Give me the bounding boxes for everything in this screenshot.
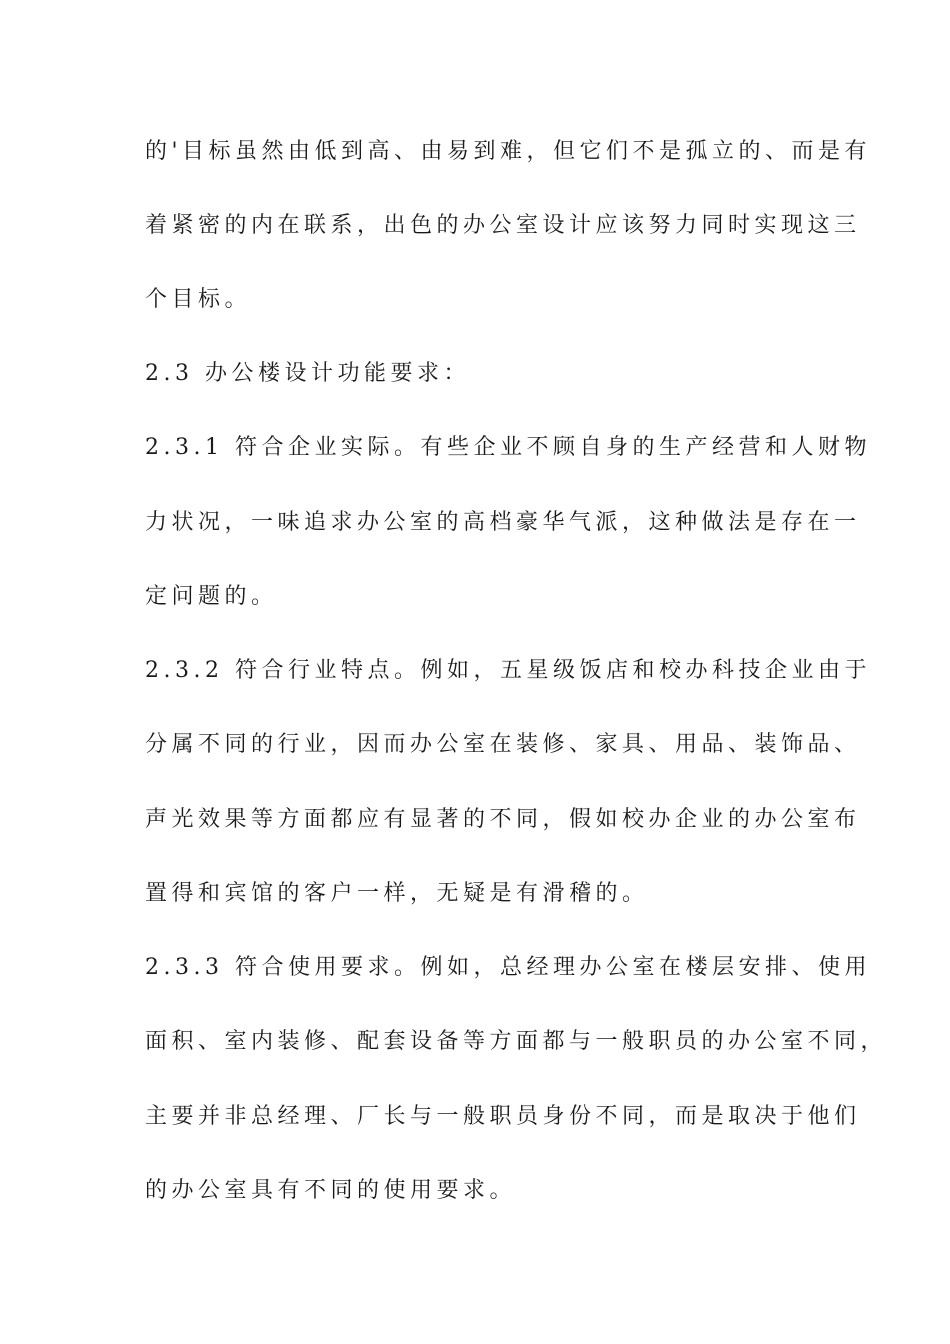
text-line: 置得和宾馆的客户一样，无疑是有滑稽的。 <box>145 881 649 906</box>
text-line: 分属不同的行业，因而办公室在装修、家具、用品、装饰品、 <box>145 732 861 757</box>
text-line: 2.3.1 符合企业实际。有些企业不顾自身的生产经营和人财物 <box>145 435 871 460</box>
text-line: 2.3.3 符合使用要求。例如，总经理办公室在楼层安排、使用 <box>145 955 871 980</box>
section-heading: 2.3 办公楼设计功能要求： <box>145 361 470 386</box>
text-line: 着紧密的内在联系，出色的办公室设计应该努力同时实现这三 <box>145 213 861 238</box>
text-line: 面积、室内装修、配套设备等方面都与一般职员的办公室不同， <box>145 1029 888 1054</box>
text-line: 主要并非总经理、厂长与一般职员身份不同，而是取决于他们 <box>145 1104 861 1129</box>
text-line: 的'目标虽然由低到高、由易到难，但它们不是孤立的、而是有 <box>145 139 872 164</box>
text-line: 的办公室具有不同的使用要求。 <box>145 1178 517 1203</box>
text-line: 力状况，一味追求办公室的高档豪华气派，这种做法是存在一 <box>145 510 861 535</box>
text-line: 个目标。 <box>145 287 252 312</box>
text-line: 声光效果等方面都应有显著的不同，假如校办企业的办公室布 <box>145 807 861 832</box>
text-line: 定问题的。 <box>145 584 278 609</box>
text-line: 2.3.2 符合行业特点。例如，五星级饭店和校办科技企业由于 <box>145 658 871 683</box>
